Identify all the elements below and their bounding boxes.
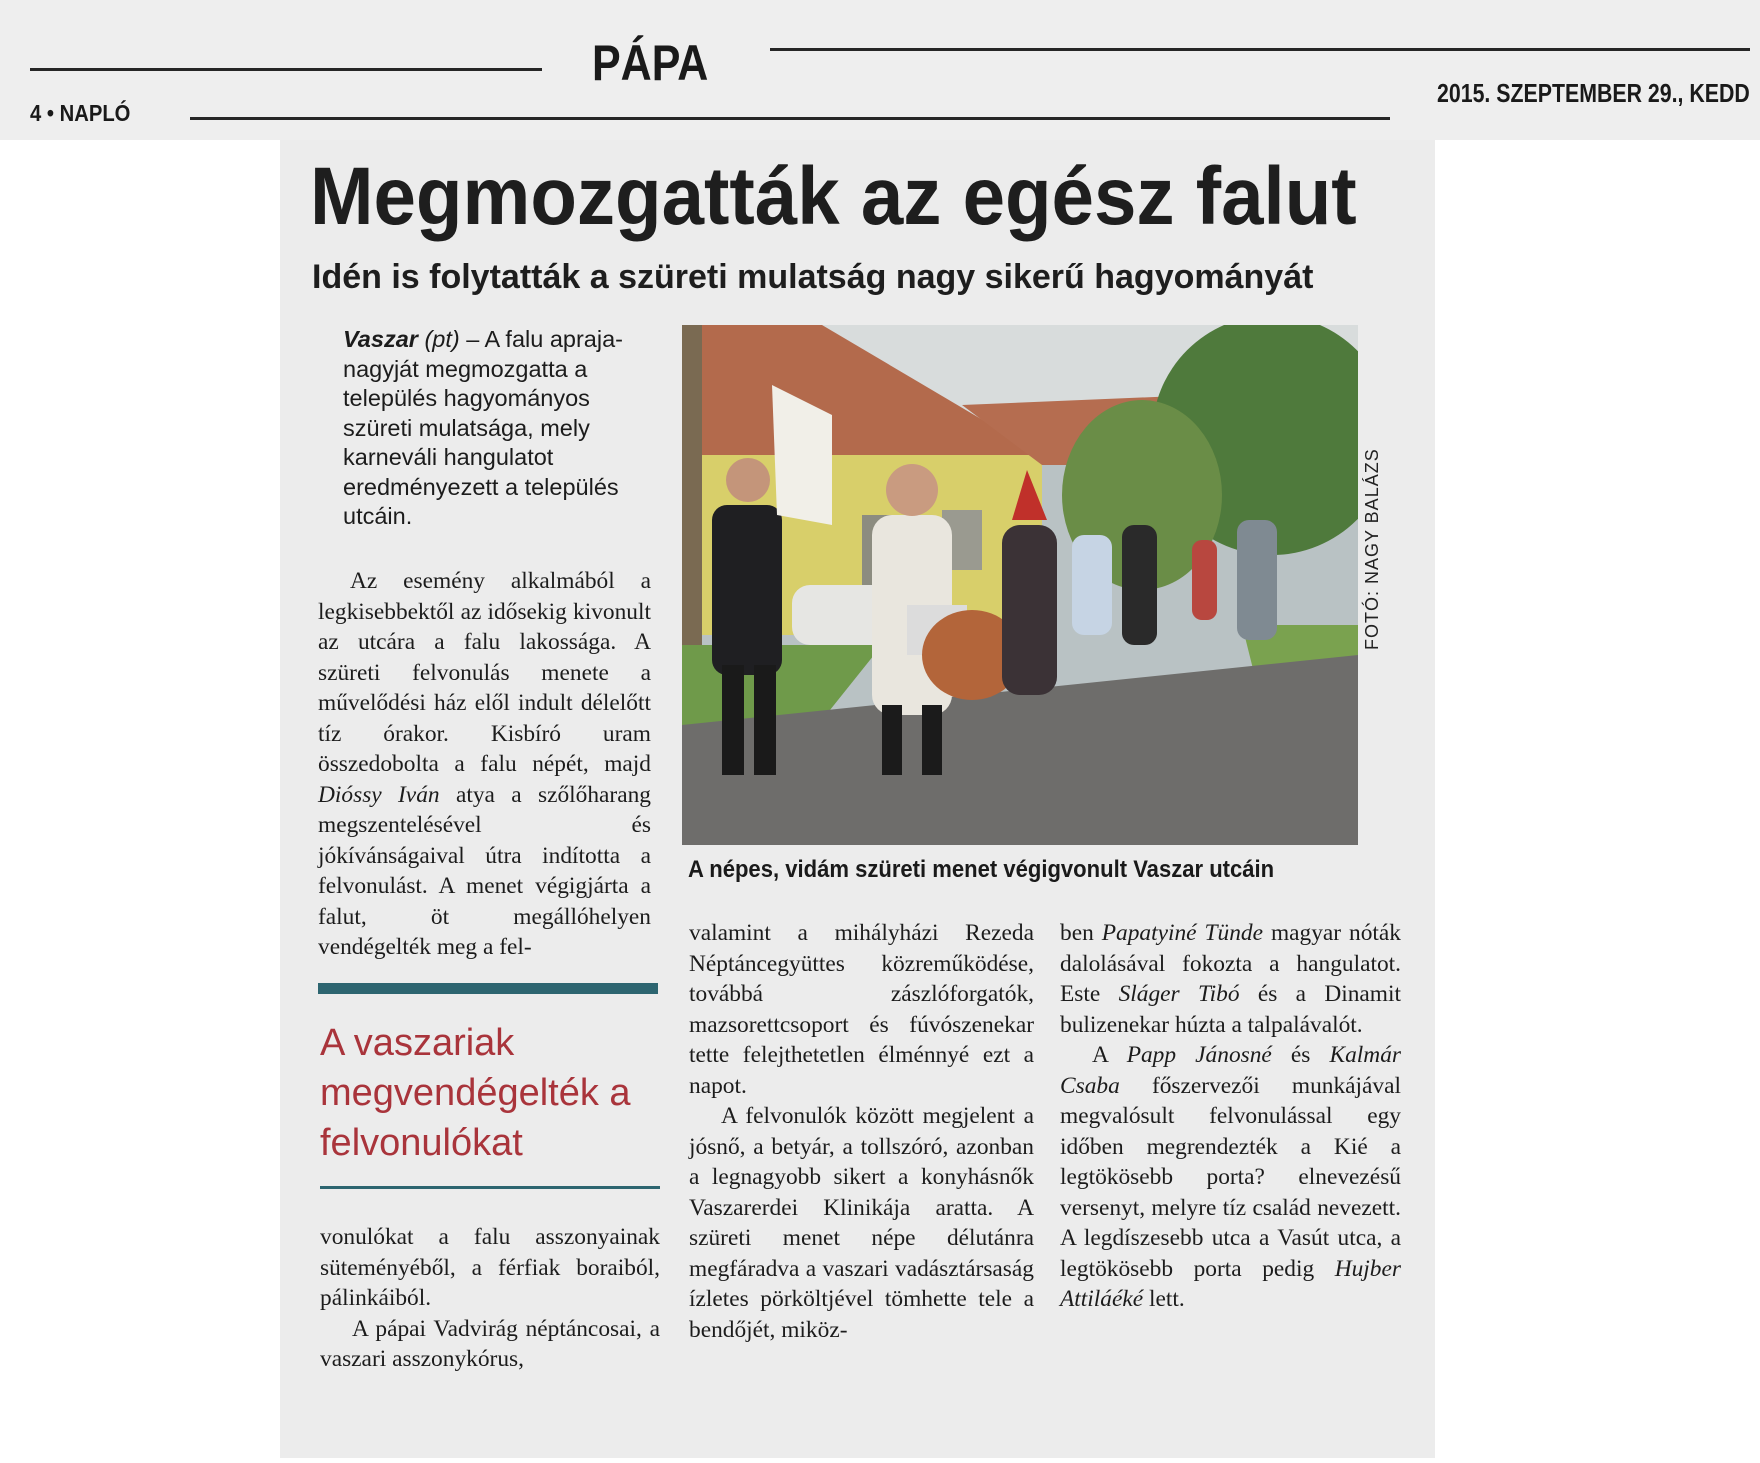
headline: Megmozgatták az egész falut — [310, 151, 1357, 242]
paragraph: valamint a mihályházi Rezeda Néptáncegyüttes közreműködése, továbbá zászlóforgatók, mazsorettcsoport és fúvószenekar tette felejthetetlen élménnyé ezt a napot. — [689, 920, 1034, 1099]
dateline-source: (pt) — [424, 326, 460, 352]
article-lead — [343, 325, 648, 532]
column-2 — [689, 918, 1034, 1345]
paragraph-text: Az esemény alkalmából a legkisebbektől az idősekig kivonult az utcára a falu lakossága. A szüreti felvonulás menete a művelődési ház elől indult délelőtt tíz órakor. Kisbíró uram összedobolta a falu népét, majd — [318, 568, 651, 777]
person-name: Papp Jánosné — [1126, 1042, 1272, 1068]
pull-quote: A vaszariak megvendégelték a felvonulókat — [320, 1022, 631, 1164]
person-name: Sláger Tibó — [1118, 981, 1240, 1007]
pull-quote-top-bar — [318, 983, 658, 994]
person-name: Dióssy Iván — [318, 781, 440, 808]
paragraph-text: és a Dinamit bulizenekar húzta a talpalávalót. — [1060, 981, 1401, 1038]
paragraph-text: atya a szőlőharang megszentelésével és jókívánságaival útra indította a felvonulást. A menet végigjárta a falut, öt megállóhelyen vendégelték meg a fel- — [318, 781, 651, 960]
paragraph: A pápai Vadvirág néptáncosai, a vaszari asszonykórus, — [320, 1315, 660, 1372]
paragraph-text: ben — [1060, 920, 1102, 946]
column-3 — [1060, 918, 1401, 1315]
paragraph — [1060, 1040, 1401, 1315]
column-1-upper — [318, 566, 651, 963]
paragraph-text: lett. — [1143, 1286, 1185, 1312]
masthead-rule-bottom — [190, 117, 1390, 120]
masthead — [0, 0, 1760, 140]
paragraph — [1060, 918, 1401, 1040]
parade-photo-image — [682, 325, 1358, 845]
paragraph: A felvonulók között megjelent a jósnő, a betyár, a tollszóró, azonban a legnagyobb sikert a konyhásnők Vaszarerdei Klinikája aratta. A szüreti menet népe délutánra megfáradva a vaszari vadásztársaság ízletes pörköltjével tömhette tele a bendőjét, miköz- — [689, 1103, 1034, 1343]
paragraph-text: magyar nóták dalolásával fokozta a hangulatot. Este — [1060, 920, 1402, 1007]
paragraph-text: A — [1092, 1042, 1127, 1068]
person-name: Hujber Attiláéké — [1060, 1255, 1401, 1312]
person-name: Papatyiné Tünde — [1101, 920, 1263, 946]
masthead-rule-left — [30, 68, 542, 71]
photo-credit: FOTÓ: NAGY BALÁZS — [1362, 448, 1382, 650]
masthead-rule-right — [770, 48, 1750, 51]
paragraph-text: és — [1271, 1042, 1330, 1068]
paragraph-text: főszervezői munkájával megvalósult felvonulással egy időben megrendezték a Kié a legtökösebb porta? elnevezésű versenyt, melyre tíz család nevezett. A legdíszesebb utca a Vasút utca, a legtökösebb porta pedig — [1060, 1072, 1401, 1282]
paragraph — [318, 566, 651, 963]
subheadline: Idén is folytatták a szüreti mulatság nagy sikerű hagyományát — [312, 258, 1314, 296]
lead-text: – A falu apraja-nagyját megmozgatta a település hagyományos szüreti mulatsága, mely karneváli hangulatot eredményezett a település utcáin. — [343, 326, 623, 529]
person-name: Kalmár Csaba — [1060, 1042, 1402, 1099]
issue-date: 2015. SZEPTEMBER 29., KEDD — [1437, 78, 1750, 108]
section-title: PÁPA — [592, 35, 709, 91]
column-1-lower — [320, 1222, 660, 1375]
page-number: 4 • NAPLÓ — [30, 100, 131, 126]
pull-quote-bottom-rule — [320, 1186, 660, 1189]
dateline-place: Vaszar — [343, 326, 418, 352]
paragraph: vonulókat a falu asszonyainak süteményéből, a férfiak boraiból, pálinkáiból. — [320, 1224, 660, 1311]
photo-caption: A népes, vidám szüreti menet végigvonult Vaszar utcáin — [688, 856, 1275, 883]
parade-photo — [682, 325, 1358, 845]
